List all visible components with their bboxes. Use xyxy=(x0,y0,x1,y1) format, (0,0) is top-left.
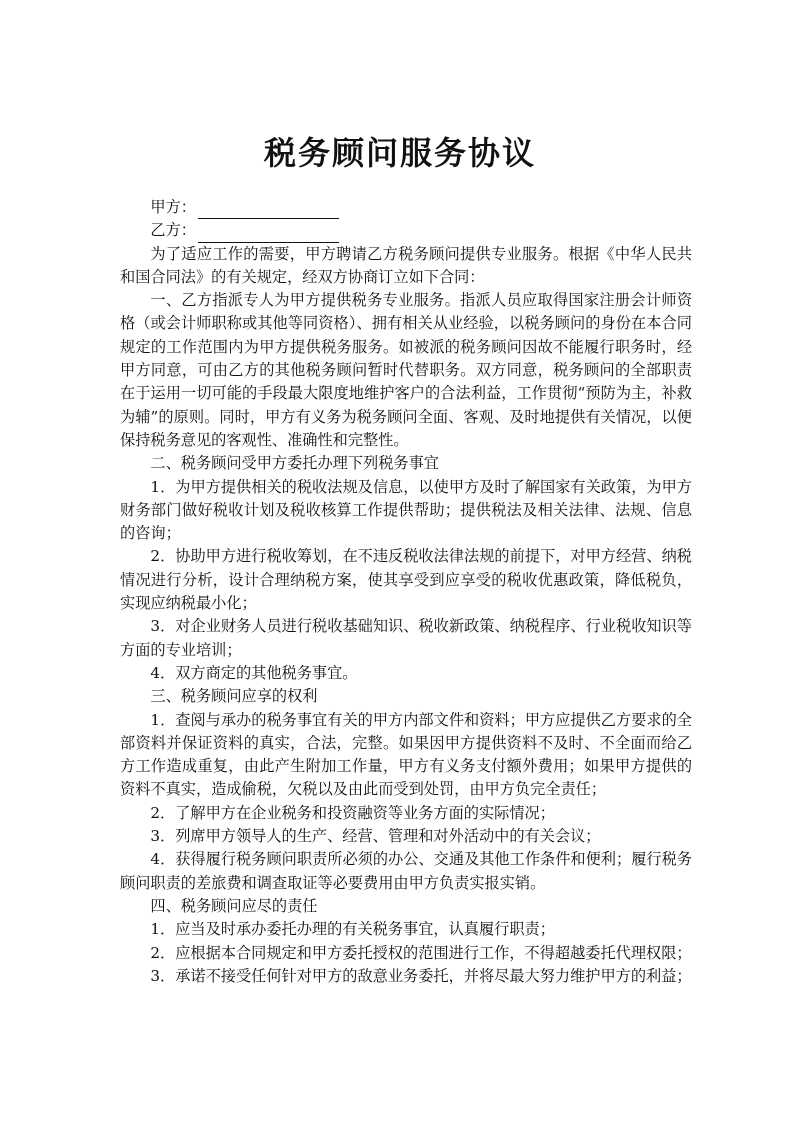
document-title: 税务顾问服务协议 xyxy=(263,134,536,172)
party-b-blank xyxy=(198,224,339,243)
section-2-item-2: 2．协助甲方进行税收筹划，在不违反税收法律法规的前提下，对甲方经营、纳税情况进行分析，设计合理纳税方案，使其享受到应享受的税收优惠政策，降低税负，实现应纳税最小化； xyxy=(120,547,692,613)
section-2-item-1: 1．为甲方提供相关的税收法规及信息，以使甲方及时了解国家有关政策，为甲方财务部门做好税收计划及税收核算工作提供帮助；提供税法及相关法律、法规、信息的咨询； xyxy=(120,477,692,543)
section-4-item-3: 3．承诺不接受任何针对甲方的敌意业务委托，并将尽最大努力维护甲方的利益； xyxy=(150,966,692,985)
section-4-item-2: 2．应根据本合同规定和甲方委托授权的范围进行工作，不得超越委托代理权限； xyxy=(150,943,692,962)
section-3-heading: 三、税务顾问应享的权利 xyxy=(150,687,318,706)
section-3-item-2: 2．了解甲方在企业税务和投资融资等业务方面的实际情况； xyxy=(150,803,555,822)
section-3-item-4: 4．获得履行税务顾问职责所必须的办公、交通及其他工作条件和便利；履行税务顾问职责的差旅费和调查取证等必要费用由甲方负责实报实销。 xyxy=(120,850,692,892)
section-3-item-3: 3．列席甲方领导人的生产、经营、管理和对外活动中的有关会议； xyxy=(150,827,601,846)
section-2-item-4: 4．双方商定的其他税务事宜。 xyxy=(150,663,358,682)
section-2-item-3: 3．对企业财务人员进行税收基础知识、税收新政策、纳税程序、行业税收知识等方面的专业培训； xyxy=(120,617,692,659)
party-b-label: 乙方： xyxy=(150,221,196,240)
section-2-heading: 二、税务顾问受甲方委托办理下列税务事宜 xyxy=(150,454,439,473)
preamble-paragraph: 为了适应工作的需要，甲方聘请乙方税务顾问提供专业服务。根据《中华人民共和国合同法》的有关规定，经双方协商订立如下合同： xyxy=(120,244,692,286)
party-b-line xyxy=(120,219,692,242)
party-a-blank xyxy=(198,200,339,219)
section-3-item-1: 1．查阅与承办的税务事宜有关的甲方内部文件和资料；甲方应提供乙方要求的全部资料并保证资料的真实，合法，完整。如果因甲方提供资料不及时、不全面而给乙方工作造成重复，由此产生附加工作量，甲方有义务支付额外费用；如果甲方提供的资料不真实，造成偷税，欠税以及由此而受到处罚，由甲方负完全责任； xyxy=(120,710,692,799)
section-4-heading: 四、税务顾问应尽的责任 xyxy=(150,896,318,915)
party-a-label: 甲方： xyxy=(150,198,196,216)
clause-1-paragraph: 一、乙方指派专人为甲方提供税务专业服务。指派人员应取得国家注册会计师资格（或会计师职称或其他等同资格）、拥有相关从业经验，以税务顾问的身份在本合同规定的工作范围内为甲方提供税务服务。如被派的税务顾问因故不能履行职务时，经甲方同意，可由乙方的其他税务顾问暂时代替职务。双方同意，税务顾问的全部职责在于运用一切可能的手段最大限度地维护客户的合法利益，工作贯彻“预防为主，补救为辅”的原则。同时，甲方有义务为税务顾问全面、客观、及时地提供有关情况，以便保持税务意见的客观性、准确性和完整性。 xyxy=(120,291,692,449)
document-body xyxy=(120,196,692,988)
party-a-line xyxy=(120,196,692,219)
section-4-item-1: 1．应当及时承办委托办理的有关税务事宜，认真履行职责； xyxy=(150,920,555,939)
